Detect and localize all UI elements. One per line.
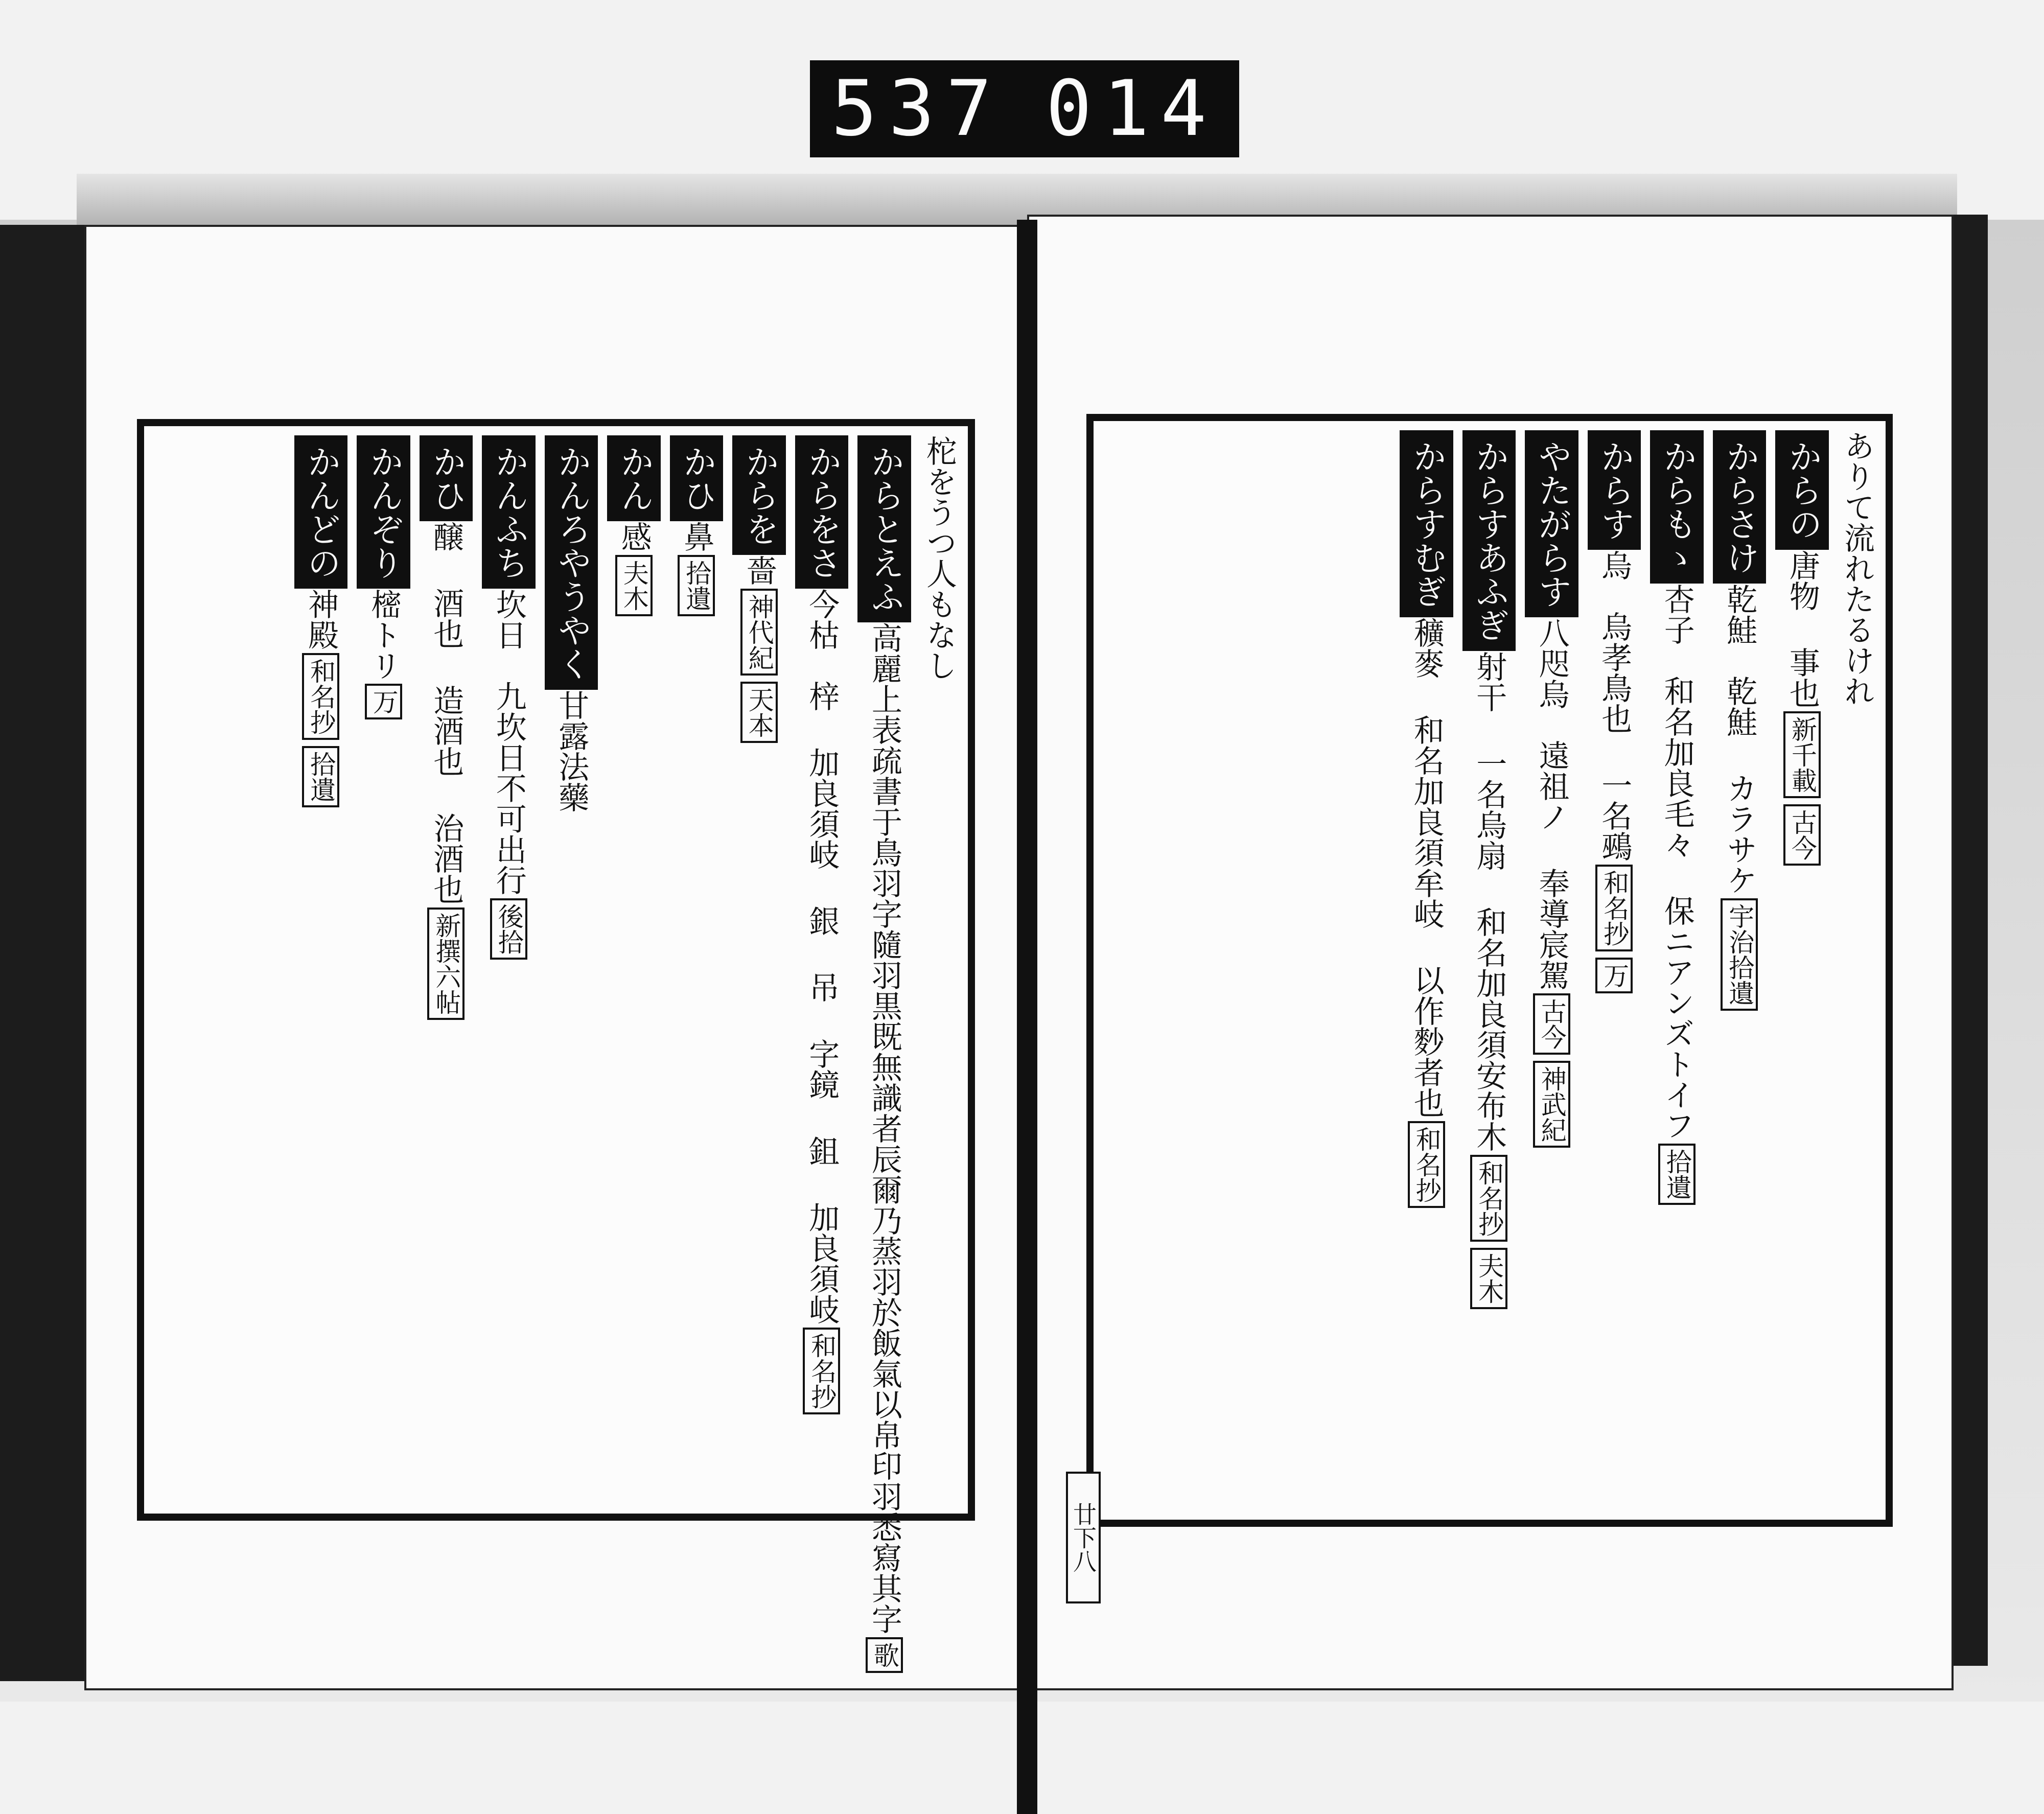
entry-text: 神殿 (303, 589, 339, 650)
entry-headword: からとえふ (857, 435, 911, 622)
source-tag: 神代紀 (740, 589, 778, 676)
source-tag: 和名抄 (803, 1328, 840, 1414)
source-tag: 後拾 (490, 898, 527, 960)
entry-headword: かひ (420, 435, 473, 521)
entry-headword: やたがらす (1525, 430, 1578, 617)
film-label-left: 537 (831, 64, 1004, 153)
film-label-right: 014 (1046, 64, 1218, 153)
entry-text: 乾鮭 乾鮭 カラサケ (1722, 584, 1758, 895)
entry-text: ありて流れたるけれ (1839, 430, 1875, 706)
source-tag: 和名抄 (1595, 865, 1633, 951)
entry-column (607, 435, 661, 1507)
entry-column (1462, 430, 1516, 1514)
source-tag: 拾遺 (1658, 1144, 1695, 1205)
source-tag: 歌 (866, 1637, 903, 1673)
entry-text: 甘露法藥 (553, 690, 590, 812)
film-label (810, 60, 1239, 157)
entry-headword: かんふち (482, 435, 536, 589)
entry-column (857, 435, 911, 1668)
source-tag: 古今 (1783, 804, 1821, 866)
entry-text: 醸 酒也 造酒也 治酒也 (428, 521, 464, 904)
entry-column (1713, 430, 1767, 1514)
source-tag: 万 (365, 684, 402, 719)
source-tag: 万 (1595, 958, 1633, 993)
source-tag: 和名抄 (302, 653, 339, 740)
entry-text: 唐物 事也 (1784, 550, 1820, 708)
left-cover-edge (0, 225, 87, 1681)
entry-column (545, 435, 598, 1507)
entry-column (795, 435, 849, 1507)
page-number: 廿下八 (1066, 1472, 1101, 1603)
entry-headword: かひ (670, 435, 724, 521)
entry-column (1838, 430, 1875, 1514)
entry-text: 感 (616, 521, 652, 552)
left-columns (144, 426, 968, 1668)
entry-headword: からす (1588, 430, 1641, 550)
source-tag: 和名抄 (1470, 1155, 1507, 1242)
source-tag: 夫木 (615, 555, 653, 616)
source-tag: 古今 (1533, 993, 1570, 1055)
entry-headword: かんぞり (357, 435, 410, 589)
entry-headword: からすあふぎ (1462, 430, 1516, 651)
entry-headword: かんどの (294, 435, 348, 589)
source-tag: 神武紀 (1533, 1061, 1570, 1148)
entry-headword: かん (607, 435, 661, 521)
source-tag: 拾遺 (302, 746, 339, 807)
entry-text: 八咫烏 遠祖ノ 奉導宸駕 (1534, 617, 1570, 990)
source-tag: 宇治拾遺 (1721, 898, 1758, 1011)
entry-headword: からさけ (1713, 430, 1767, 584)
entry-headword: からの (1775, 430, 1829, 550)
entry-headword: かんろやうやく (545, 435, 598, 690)
entry-text: 柁をうつ人もなし (921, 435, 957, 681)
entry-column (1400, 430, 1453, 1514)
entry-column (1650, 430, 1704, 1514)
entry-text: 樒トリ (365, 589, 402, 681)
right-cover-edge (1949, 215, 1988, 1666)
entry-headword: からを (732, 435, 786, 555)
entry-text: 嗇 (741, 555, 777, 586)
source-tag: 和名抄 (1408, 1121, 1445, 1208)
right-text-frame (1086, 414, 1893, 1527)
entry-text: 坎日 九坎日不可出行 (491, 589, 527, 895)
entry-text: 穬麥 和名加良須牟岐 以作麨者也 (1408, 617, 1445, 1118)
entry-column (920, 435, 958, 1507)
entry-column (420, 435, 473, 1507)
source-tag: 夫木 (1470, 1248, 1507, 1309)
left-text-frame (137, 419, 975, 1668)
entry-text: 烏 烏孝鳥也 一名鵐 (1596, 550, 1633, 862)
entry-column (670, 435, 724, 1507)
entry-column (1525, 430, 1578, 1514)
entry-headword: からもゝ (1650, 430, 1704, 584)
entry-column (482, 435, 536, 1507)
entry-text: 杏子 和名加良毛々 保ニアンズトイフ (1659, 584, 1695, 1141)
right-columns (1094, 421, 1886, 1520)
entry-column (1775, 430, 1829, 1514)
entry-column (732, 435, 786, 1507)
entry-column (1588, 430, 1641, 1514)
entry-column (357, 435, 410, 1507)
book-gutter (1017, 220, 1037, 1814)
entry-text: 高麗上表疏書于鳥羽字隨羽黒既無識者辰爾乃蒸羽於飯氣以帛印羽悉寫其字 (866, 622, 902, 1634)
entry-column (294, 435, 348, 1507)
entry-text: 今枯 梓 加良須岐 銀 吊 字鏡 鉏 加良須岐 (804, 589, 840, 1324)
source-tag: 拾遺 (678, 555, 715, 616)
source-tag: 新千載 (1783, 711, 1821, 798)
entry-text: 鼻 (679, 521, 715, 552)
source-tag: 天本 (740, 682, 778, 743)
entry-headword: からすむぎ (1400, 430, 1453, 617)
entry-headword: からをさ (795, 435, 849, 589)
source-tag: 新撰六帖 (427, 908, 464, 1020)
entry-text: 射干 一名烏扇 和名加良須安布木 (1471, 651, 1507, 1152)
